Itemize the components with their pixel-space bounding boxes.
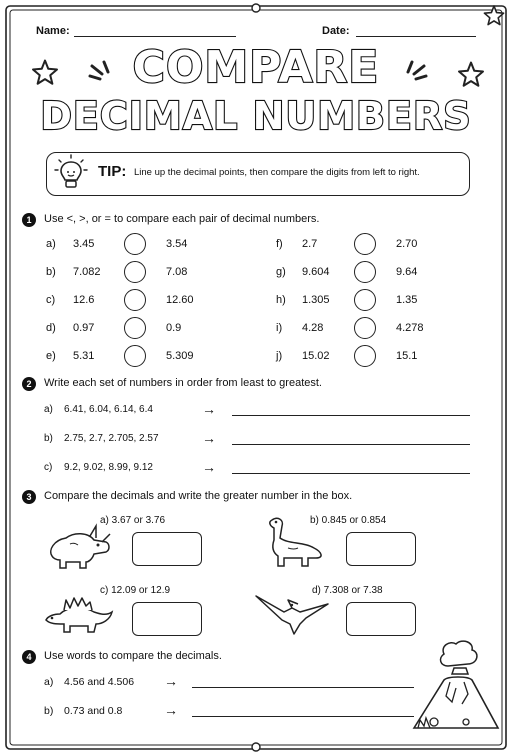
item-letter: g): [276, 266, 286, 278]
greater-answer-box[interactable]: [346, 602, 416, 636]
greater-item-label: a) 3.67 or 3.76: [100, 515, 166, 526]
item-letter: e): [46, 350, 56, 362]
words-item-text: 4.56 and 4.506: [64, 676, 135, 688]
item-letter: f): [276, 238, 283, 250]
item-value-a: 3.45: [73, 238, 95, 250]
item-value-a: 5.31: [73, 350, 95, 362]
item-letter: d): [46, 322, 56, 334]
item-letter: i): [276, 322, 283, 334]
words-item-letter: a): [44, 676, 54, 688]
item-letter: b): [46, 266, 56, 278]
item-value-b: 3.54: [166, 238, 188, 250]
compare-circle[interactable]: [124, 317, 146, 339]
sparkle-lines-icon: [394, 58, 430, 88]
tip-label: TIP:: [98, 163, 127, 180]
section-number-badge: 4: [22, 650, 36, 664]
section1-instruction: Use <, >, or = to compare each pair of decimal numbers.: [44, 213, 320, 225]
star-icon: [30, 58, 60, 88]
item-value-b: 7.08: [166, 266, 188, 278]
item-value-a: 15.02: [302, 350, 330, 362]
item-value-a: 7.082: [73, 266, 101, 278]
title-line-1: COMPARE: [132, 42, 380, 93]
section4-instruction: Use words to compare the decimals.: [44, 650, 222, 662]
compare-circle[interactable]: [124, 345, 146, 367]
section-number-badge: 1: [22, 213, 36, 227]
star-icon: [456, 60, 486, 90]
order-item-letter: b): [44, 433, 53, 444]
compare-circle[interactable]: [354, 317, 376, 339]
greater-answer-box[interactable]: [132, 532, 202, 566]
name-field[interactable]: [74, 36, 236, 37]
arrow-icon: →: [164, 702, 178, 718]
item-value-b: 9.64: [396, 266, 418, 278]
item-value-b: 12.60: [166, 294, 194, 306]
words-item-letter: b): [44, 705, 54, 717]
order-item-numbers: 6.41, 6.04, 6.14, 6.4: [64, 404, 153, 415]
sparkle-lines-icon: [86, 58, 122, 88]
stegosaurus-icon: [40, 590, 116, 638]
corner-star-icon: [482, 4, 506, 28]
compare-circle[interactable]: [354, 289, 376, 311]
arrow-icon: →: [202, 430, 216, 446]
section-number-badge: 3: [22, 490, 36, 504]
item-value-a: 12.6: [73, 294, 95, 306]
section-number-badge: 2: [22, 377, 36, 391]
item-letter: j): [276, 350, 283, 362]
greater-item-label: d) 7.308 or 7.38: [312, 585, 383, 596]
volcano-icon: [404, 632, 500, 736]
section2-instruction: Write each set of numbers in order from least to greatest.: [44, 377, 322, 389]
order-answer-line[interactable]: [232, 444, 470, 445]
triceratops-icon: [44, 522, 114, 570]
item-letter: h): [276, 294, 286, 306]
title-line-2: DECIMAL NUMBERS: [40, 94, 472, 138]
item-value-a: 1.305: [302, 294, 330, 306]
date-label: Date:: [322, 25, 350, 37]
date-field[interactable]: [356, 36, 476, 37]
greater-answer-box[interactable]: [346, 532, 416, 566]
item-value-a: 2.7: [302, 238, 318, 250]
section3-instruction: Compare the decimals and write the greater number in the box.: [44, 490, 353, 502]
arrow-icon: →: [202, 401, 216, 417]
greater-item-label: c) 12.09 or 12.9: [100, 585, 171, 596]
item-value-a: 0.97: [73, 322, 95, 334]
compare-circle[interactable]: [354, 233, 376, 255]
lightbulb-icon: [54, 154, 88, 194]
item-value-b: 15.1: [396, 350, 418, 362]
item-value-b: 0.9: [166, 322, 182, 334]
compare-circle[interactable]: [354, 261, 376, 283]
compare-circle[interactable]: [124, 261, 146, 283]
item-value-a: 4.28: [302, 322, 324, 334]
compare-circle[interactable]: [124, 233, 146, 255]
tip-text: Line up the decimal points, then compare the digits from left to right.: [134, 167, 420, 178]
item-value-b: 5.309: [166, 350, 194, 362]
item-letter: c): [46, 294, 56, 306]
item-letter: a): [46, 238, 56, 250]
name-label: Name:: [36, 25, 70, 37]
item-value-a: 9.604: [302, 266, 330, 278]
words-item-text: 0.73 and 0.8: [64, 705, 123, 717]
pterodactyl-icon: [254, 590, 330, 636]
compare-circle[interactable]: [354, 345, 376, 367]
long-neck-dinosaur-icon: [258, 514, 330, 570]
order-item-letter: a): [44, 404, 53, 415]
compare-circle[interactable]: [124, 289, 146, 311]
item-value-b: 4.278: [396, 322, 424, 334]
order-answer-line[interactable]: [232, 415, 470, 416]
greater-answer-box[interactable]: [132, 602, 202, 636]
item-value-b: 1.35: [396, 294, 418, 306]
greater-item-label: b) 0.845 or 0.854: [310, 515, 387, 526]
arrow-icon: →: [202, 459, 216, 475]
words-answer-line[interactable]: [192, 716, 414, 717]
order-answer-line[interactable]: [232, 473, 470, 474]
order-item-numbers: 2.75, 2.7, 2.705, 2.57: [64, 433, 159, 444]
order-item-numbers: 9.2, 9.02, 8.99, 9.12: [64, 462, 153, 473]
order-item-letter: c): [44, 462, 53, 473]
arrow-icon: →: [164, 673, 178, 689]
item-value-b: 2.70: [396, 238, 418, 250]
words-answer-line[interactable]: [192, 687, 414, 688]
